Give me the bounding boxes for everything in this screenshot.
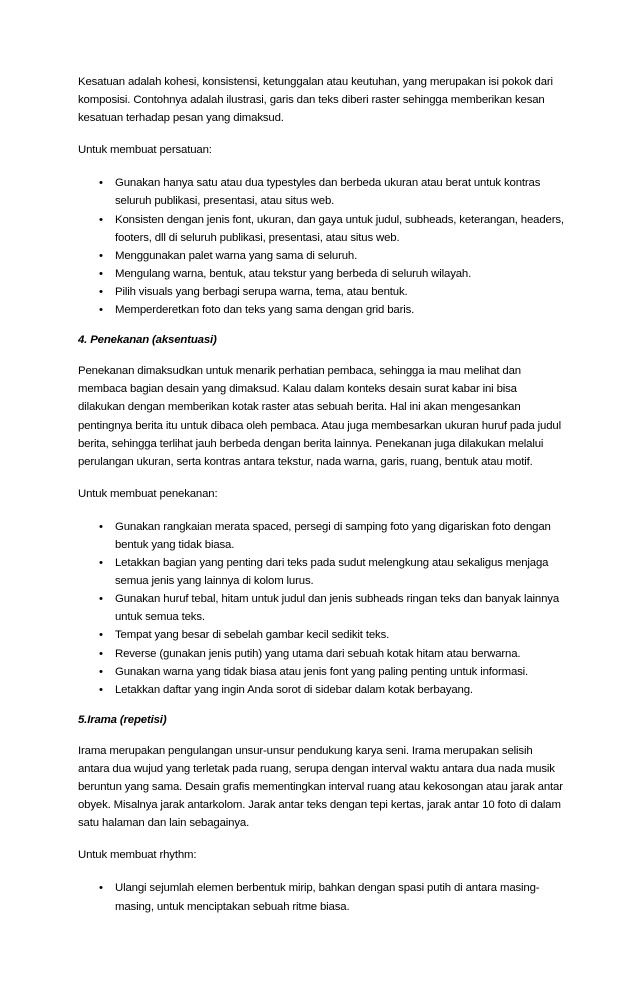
lead-persatuan: Untuk membuat persatuan:: [78, 144, 212, 157]
paragraph-penekanan: Penekanan dimaksudkan untuk menarik perhatian pembaca, sehingga ia mau melihat dan membaca bagian desain yang dimaksud. Kalau dalam konteks desain surat kabar ini bisa dilakukan dengan memberikan kotak raster atas sebuah berita. Hal ini akan mengesankan pentingnya berita itu untuk dibaca oleh pembaca. Atau juga membesarkan ukuran huruf pada judul berita, sehingga terlihat jauh berbeda dengan berita lainnya. Penekanan juga dilakukan melalui perulangan ukuran, serta kontras antara tekstur, nada warna, garis, ruang, bentuk atau motif.: [78, 365, 561, 468]
list-item: • Gunakan rangkaian merata spaced, persegi di samping foto yang digariskan foto dengan bentuk yang tidak biasa.: [78, 518, 566, 554]
list-item: • Gunakan warna yang tidak biasa atau jenis font yang paling penting untuk informasi.: [78, 663, 566, 681]
bullet-icon: •: [99, 557, 103, 570]
list-item: • Memperderetkan foto dan teks yang sama dengan grid baris.: [78, 301, 566, 319]
bullet-list-penekanan: [78, 518, 566, 699]
list-item: • Letakkan bagian yang penting dari teks pada sudut melengkung atau sekaligus menjaga semua jenis yang lainnya di kolom lurus.: [78, 554, 566, 590]
bullet-icon: •: [99, 304, 103, 317]
bullet-icon: •: [99, 249, 103, 262]
document-page: [78, 73, 566, 928]
list-item: • Gunakan hanya satu atau dua typestyles dan berbeda ukuran atau berat untuk kontras seluruh publikasi, presentasi, atau situs web.: [78, 174, 566, 210]
list-item: • Letakkan daftar yang ingin Anda sorot di sidebar dalam kotak berbayang.: [78, 681, 566, 699]
list-item: • Konsisten dengan jenis font, ukuran, dan gaya untuk judul, subheads, keterangan, headers, footers, dll di seluruh publikasi, presentasi, atau situs web.: [78, 211, 566, 247]
bullet-icon: •: [99, 267, 103, 280]
list-item: • Menggunakan palet warna yang sama di seluruh.: [78, 247, 566, 265]
lead-rhythm: Untuk membuat rhythm:: [78, 849, 197, 862]
paragraph-kesatuan: Kesatuan adalah kohesi, konsistensi, ketunggalan atau keutuhan, yang merupakan isi pokok dari komposisi. Contohnya adalah ilustrasi, garis dan teks diberi raster sehingga memberikan kesan kesatuan terhadap pesan yang dimaksud.: [78, 76, 553, 125]
list-item: • Ulangi sejumlah elemen berbentuk mirip, bahkan dengan spasi putih di antara masing-masing, untuk menciptakan sebuah ritme biasa.: [78, 879, 566, 915]
bullet-icon: •: [99, 683, 103, 696]
bullet-icon: •: [99, 593, 103, 606]
list-item: • Tempat yang besar di sebelah gambar kecil sedikit teks.: [78, 626, 566, 644]
bullet-list-persatuan: [78, 174, 566, 319]
section-heading-irama: 5.Irama (repetisi): [78, 713, 167, 726]
list-item: • Reverse (gunakan jenis putih) yang utama dari sebuah kotak hitam atau berwarna.: [78, 645, 566, 663]
list-item: • Mengulang warna, bentuk, atau tekstur yang berbeda di seluruh wilayah.: [78, 265, 566, 283]
bullet-icon: •: [99, 882, 103, 895]
bullet-icon: •: [99, 177, 103, 190]
bullet-icon: •: [99, 629, 103, 642]
list-item: • Gunakan huruf tebal, hitam untuk judul dan jenis subheads ringan teks dan banyak lainnya untuk semua teks.: [78, 590, 566, 626]
list-item: • Pilih visuals yang berbagi serupa warna, tema, atau bentuk.: [78, 283, 566, 301]
section-heading-penekanan: 4. Penekanan (aksentuasi): [78, 334, 217, 347]
paragraph-irama: Irama merupakan pengulangan unsur-unsur pendukung karya seni. Irama merupakan selisih antara dua wujud yang terletak pada ruang, serupa dengan interval waktu antara dua nada musik beruntun yang sama. Desain grafis mementingkan interval ruang atau kekosongan atau jarak antar obyek. Misalnya jarak antarkolom. Jarak antar teks dengan tepi kertas, jarak antar 10 foto di dalam satu halaman dan lain sebagainya.: [78, 744, 563, 830]
lead-penekanan: Untuk membuat penekanan:: [78, 487, 218, 500]
bullet-icon: •: [99, 285, 103, 298]
bullet-icon: •: [99, 665, 103, 678]
bullet-icon: •: [99, 520, 103, 533]
bullet-icon: •: [99, 213, 103, 226]
bullet-icon: •: [99, 647, 103, 660]
bullet-list-rhythm: [78, 879, 566, 915]
